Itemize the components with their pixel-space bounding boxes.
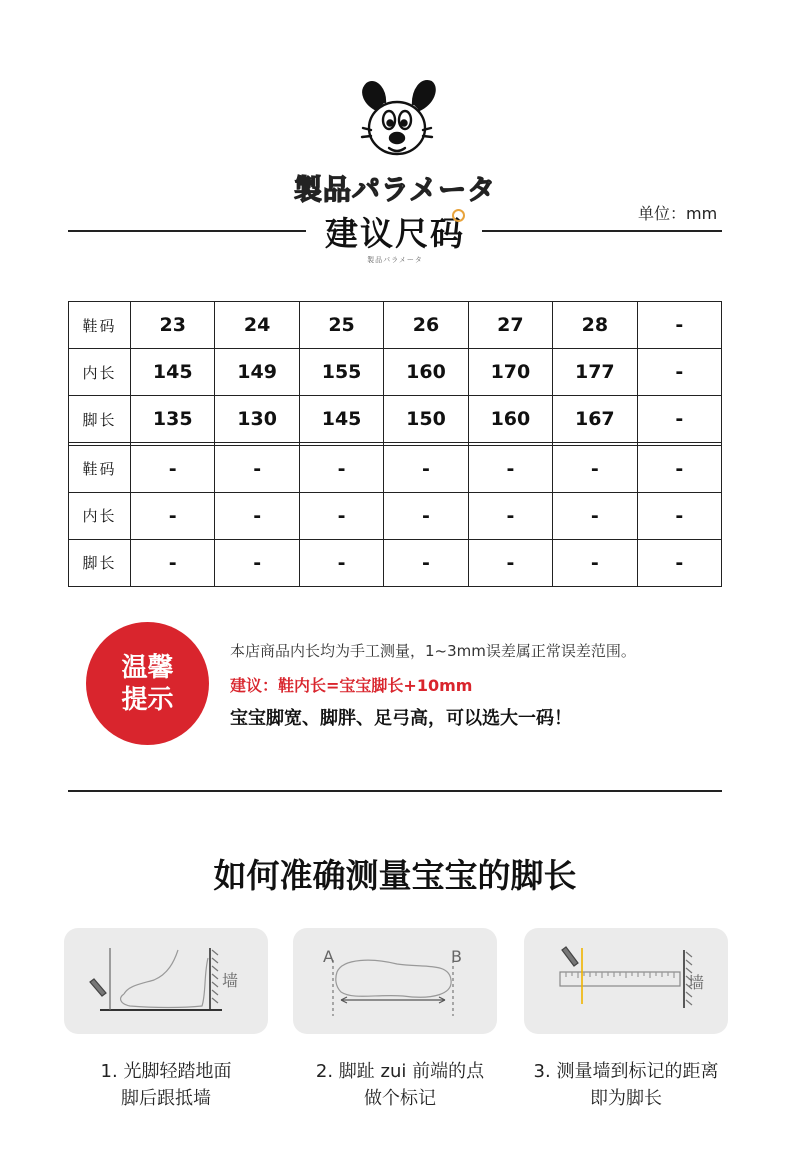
row-header-cell: 脚长: [69, 539, 131, 586]
tip-badge-line1: 温馨: [121, 652, 174, 683]
table-cell: -: [468, 445, 552, 492]
table-cell: -: [637, 349, 721, 396]
step-3-line1: 3. 测量墙到标记的距离: [533, 1061, 719, 1082]
step-2-line2: 做个标记: [364, 1088, 436, 1109]
table-cell: 130: [215, 396, 299, 443]
table-cell: 145: [131, 349, 215, 396]
table-cell: -: [299, 492, 383, 539]
table-cell: 160: [468, 396, 552, 443]
step-3-caption: [496, 1058, 756, 1112]
table-row: [69, 539, 722, 586]
table-cell: 145: [299, 396, 383, 443]
table-cell: -: [215, 539, 299, 586]
row-header-cell: 鞋码: [69, 445, 131, 492]
step-3-line2: 即为脚长: [590, 1088, 662, 1109]
ring-decoration-icon: [452, 209, 465, 222]
row-header-cell: 内长: [69, 492, 131, 539]
table-cell: -: [131, 539, 215, 586]
table-cell: -: [131, 492, 215, 539]
tip-size-up-advice: 宝宝脚宽、脚胖、足弓高，可以选大一码！: [230, 708, 572, 729]
howto-title: 如何准确测量宝宝的脚长: [213, 856, 577, 895]
section-divider: [68, 790, 722, 792]
table-row: [69, 349, 722, 396]
table-cell: -: [299, 445, 383, 492]
step-2-illustration: [293, 928, 497, 1034]
step-1-line2: 脚后跟抵墙: [121, 1088, 211, 1109]
step-3-illustration: [524, 928, 728, 1034]
tip-size-advice: 建议：鞋内长=宝宝脚长+10mm: [230, 676, 473, 695]
step-1-illustration: [64, 928, 268, 1034]
unit-label: 单位：mm: [638, 204, 718, 223]
table-cell: 25: [299, 302, 383, 349]
foot-outline-ab-icon: [293, 928, 497, 1034]
table-cell: -: [468, 539, 552, 586]
table-cell: -: [637, 492, 721, 539]
table-row: [69, 445, 722, 492]
table-cell: 177: [553, 349, 637, 396]
wall-label: 墙: [688, 973, 705, 992]
table-cell: 24: [215, 302, 299, 349]
table-cell: -: [131, 445, 215, 492]
table-cell: -: [384, 492, 468, 539]
table-cell: 28: [553, 302, 637, 349]
wall-label: 墙: [222, 971, 239, 990]
table-cell: -: [553, 539, 637, 586]
table-cell: -: [637, 302, 721, 349]
step-2-line1: 2. 脚趾 zui 前端的点: [315, 1061, 485, 1082]
size-table: [68, 301, 722, 587]
table-row: [69, 492, 722, 539]
small-japanese-caption: 製品パラメータ: [367, 256, 423, 264]
table-cell: -: [553, 492, 637, 539]
japanese-subtitle: 製品パラメータ: [293, 173, 497, 206]
table-cell: 26: [384, 302, 468, 349]
table-cell: -: [215, 445, 299, 492]
table-cell: -: [637, 539, 721, 586]
table-cell: 135: [131, 396, 215, 443]
table-cell: -: [553, 445, 637, 492]
page-title: 建议尺码: [325, 214, 465, 253]
tip-measurement-note: 本店商品内长均为手工测量，1~3mm误差属正常误差范围。: [230, 642, 636, 660]
table-cell: -: [637, 396, 721, 443]
table-cell: 167: [553, 396, 637, 443]
ruler-measure-icon: [524, 928, 728, 1034]
table-cell: 149: [215, 349, 299, 396]
table-cell: 23: [131, 302, 215, 349]
foot-against-wall-icon: [64, 928, 268, 1034]
table-cell: -: [299, 539, 383, 586]
point-a-label: A: [323, 947, 334, 966]
row-header-cell: 脚长: [69, 396, 131, 443]
table-cell: 150: [384, 396, 468, 443]
row-header-cell: 鞋码: [69, 302, 131, 349]
table-cell: 155: [299, 349, 383, 396]
tip-badge: [86, 622, 209, 745]
table-cell: -: [468, 492, 552, 539]
table-cell: -: [215, 492, 299, 539]
table-cell: -: [384, 539, 468, 586]
table-cell: -: [384, 445, 468, 492]
step-1-caption: [36, 1058, 296, 1112]
step-2-caption: [270, 1058, 530, 1112]
table-row: [69, 396, 722, 443]
row-header-cell: 内长: [69, 349, 131, 396]
tip-badge-line2: 提示: [121, 684, 174, 715]
table-cell: 160: [384, 349, 468, 396]
table-cell: 170: [468, 349, 552, 396]
table-cell: 27: [468, 302, 552, 349]
point-b-label: B: [451, 947, 462, 966]
cartoon-dog-logo-icon: [355, 74, 439, 166]
step-1-line1: 1. 光脚轻踏地面: [100, 1061, 232, 1082]
table-cell: -: [637, 445, 721, 492]
table-row: [69, 302, 722, 349]
